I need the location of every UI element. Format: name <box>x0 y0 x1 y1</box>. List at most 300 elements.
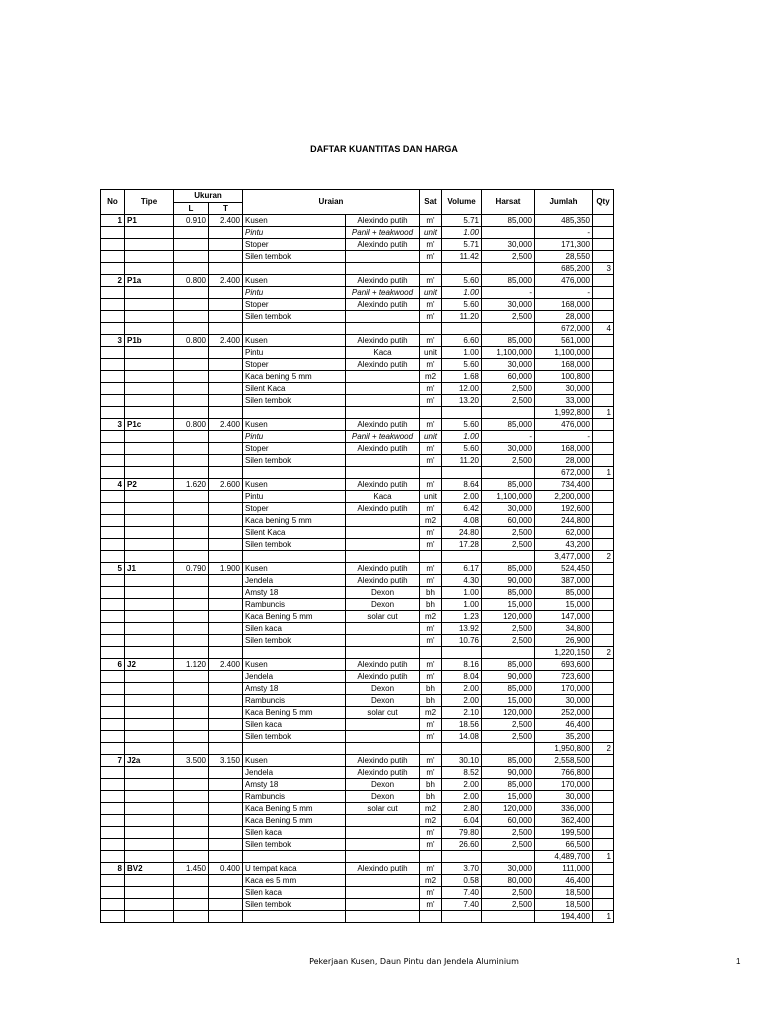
table-row <box>101 599 614 611</box>
line-amount: 30,000 <box>535 383 593 395</box>
table-row <box>101 623 614 635</box>
empty-cell <box>174 455 209 467</box>
empty-cell <box>209 551 243 563</box>
item-length: 1.120 <box>174 659 209 671</box>
empty-cell <box>243 323 346 335</box>
line-spec <box>346 899 420 911</box>
empty-cell <box>209 587 243 599</box>
empty-cell <box>209 707 243 719</box>
line-unit: m' <box>420 311 442 323</box>
empty-cell <box>209 671 243 683</box>
line-unit-price: 60,000 <box>482 515 535 527</box>
table-row <box>101 431 614 443</box>
empty-cell <box>593 755 614 767</box>
empty-cell <box>174 311 209 323</box>
empty-cell <box>174 227 209 239</box>
line-description: Kusen <box>243 419 346 431</box>
empty-cell <box>125 683 174 695</box>
empty-cell <box>174 779 209 791</box>
empty-cell <box>593 395 614 407</box>
footer-text: Pekerjaan Kusen, Daun Pintu dan Jendela Aluminium <box>309 957 519 966</box>
empty-cell <box>101 299 125 311</box>
line-amount: 85,000 <box>535 587 593 599</box>
empty-cell <box>125 287 174 299</box>
empty-cell <box>101 575 125 587</box>
empty-cell <box>101 551 125 563</box>
empty-cell <box>174 899 209 911</box>
line-description: Stoper <box>243 443 346 455</box>
line-unit: m' <box>420 443 442 455</box>
line-description: Silen tembok <box>243 251 346 263</box>
line-description: Silen kaca <box>243 623 346 635</box>
line-spec: Alexindo putih <box>346 479 420 491</box>
item-qty: 1 <box>593 407 614 419</box>
line-amount: 336,000 <box>535 803 593 815</box>
line-volume: 2.80 <box>442 803 482 815</box>
line-unit: m' <box>420 503 442 515</box>
empty-cell <box>593 491 614 503</box>
line-unit: m' <box>420 419 442 431</box>
empty-cell <box>346 647 420 659</box>
line-unit: m' <box>420 719 442 731</box>
line-volume: 1.00 <box>442 431 482 443</box>
item-no: 5 <box>101 563 125 575</box>
empty-cell <box>593 623 614 635</box>
line-spec: Alexindo putih <box>346 299 420 311</box>
empty-cell <box>482 263 535 275</box>
empty-cell <box>482 851 535 863</box>
table-row <box>101 215 614 227</box>
line-spec: Dexon <box>346 599 420 611</box>
empty-cell <box>593 275 614 287</box>
empty-cell <box>209 323 243 335</box>
line-volume: 1.00 <box>442 347 482 359</box>
line-description: Silen tembok <box>243 899 346 911</box>
line-description: Kaca bening 5 mm <box>243 371 346 383</box>
line-amount: 111,000 <box>535 863 593 875</box>
line-spec <box>346 623 420 635</box>
item-length: 0.910 <box>174 215 209 227</box>
empty-cell <box>209 875 243 887</box>
empty-cell <box>593 875 614 887</box>
empty-cell <box>125 431 174 443</box>
line-unit-price: 60,000 <box>482 815 535 827</box>
empty-cell <box>243 467 346 479</box>
empty-cell <box>346 743 420 755</box>
line-description: Stoper <box>243 299 346 311</box>
empty-cell <box>174 719 209 731</box>
empty-cell <box>209 599 243 611</box>
empty-cell <box>482 407 535 419</box>
line-spec: Kaca <box>346 491 420 503</box>
empty-cell <box>174 323 209 335</box>
line-volume: 6.42 <box>442 503 482 515</box>
item-length: 1.450 <box>174 863 209 875</box>
line-spec <box>346 887 420 899</box>
line-description: Silen tembok <box>243 539 346 551</box>
line-description: Stoper <box>243 503 346 515</box>
empty-cell <box>593 611 614 623</box>
table-row <box>101 311 614 323</box>
empty-cell <box>209 383 243 395</box>
line-unit: m2 <box>420 803 442 815</box>
line-description: Pintu <box>243 227 346 239</box>
subtotal-row <box>101 911 614 923</box>
empty-cell <box>125 719 174 731</box>
line-spec: Panil + teakwood <box>346 287 420 299</box>
empty-cell <box>101 707 125 719</box>
table-row <box>101 527 614 539</box>
line-volume: 26.60 <box>442 839 482 851</box>
line-volume: 1.00 <box>442 227 482 239</box>
line-volume: 1.00 <box>442 599 482 611</box>
line-volume: 14.08 <box>442 731 482 743</box>
line-volume: 24.80 <box>442 527 482 539</box>
empty-cell <box>174 443 209 455</box>
line-unit: m' <box>420 359 442 371</box>
line-unit-price: 90,000 <box>482 767 535 779</box>
line-unit-price: 85,000 <box>482 563 535 575</box>
empty-cell <box>593 659 614 671</box>
line-unit: m' <box>420 755 442 767</box>
empty-cell <box>174 671 209 683</box>
empty-cell <box>125 707 174 719</box>
item-subtotal: 3,477,000 <box>535 551 593 563</box>
line-description: Rambuncis <box>243 695 346 707</box>
line-description: Jendela <box>243 671 346 683</box>
empty-cell <box>125 611 174 623</box>
line-description: Stoper <box>243 239 346 251</box>
line-unit-price: 2,500 <box>482 899 535 911</box>
empty-cell <box>125 791 174 803</box>
line-unit-price: 2,500 <box>482 395 535 407</box>
line-unit: m2 <box>420 371 442 383</box>
line-amount: 66,500 <box>535 839 593 851</box>
line-unit: bh <box>420 599 442 611</box>
empty-cell <box>209 227 243 239</box>
table-row <box>101 671 614 683</box>
empty-cell <box>593 215 614 227</box>
line-spec: Alexindo putih <box>346 419 420 431</box>
item-height: 2.400 <box>209 335 243 347</box>
empty-cell <box>125 539 174 551</box>
empty-cell <box>101 719 125 731</box>
empty-cell <box>125 455 174 467</box>
line-unit-price: 1,100,000 <box>482 347 535 359</box>
empty-cell <box>174 695 209 707</box>
line-unit-price: 85,000 <box>482 335 535 347</box>
empty-cell <box>174 251 209 263</box>
line-volume: 1.00 <box>442 587 482 599</box>
empty-cell <box>346 911 420 923</box>
line-description: Silen kaca <box>243 887 346 899</box>
table-row <box>101 779 614 791</box>
table-header <box>101 190 614 215</box>
item-qty: 4 <box>593 323 614 335</box>
line-unit-price: 30,000 <box>482 443 535 455</box>
subtotal-row <box>101 467 614 479</box>
line-spec: Panil + teakwood <box>346 227 420 239</box>
line-unit-price: 85,000 <box>482 755 535 767</box>
line-spec <box>346 731 420 743</box>
line-unit: m2 <box>420 515 442 527</box>
empty-cell <box>101 311 125 323</box>
empty-cell <box>125 395 174 407</box>
empty-cell <box>125 503 174 515</box>
header-sat: Sat <box>420 190 442 215</box>
line-volume: 1.68 <box>442 371 482 383</box>
line-volume: 2.00 <box>442 779 482 791</box>
empty-cell <box>593 635 614 647</box>
empty-cell <box>209 359 243 371</box>
empty-cell <box>593 899 614 911</box>
empty-cell <box>209 491 243 503</box>
empty-cell <box>442 407 482 419</box>
line-unit: m' <box>420 275 442 287</box>
empty-cell <box>209 299 243 311</box>
empty-cell <box>101 587 125 599</box>
table-row <box>101 443 614 455</box>
empty-cell <box>209 515 243 527</box>
empty-cell <box>209 251 243 263</box>
line-unit: m' <box>420 299 442 311</box>
header-no: No <box>101 190 125 215</box>
empty-cell <box>593 503 614 515</box>
item-height: 0.400 <box>209 863 243 875</box>
line-spec <box>346 515 420 527</box>
empty-cell <box>420 851 442 863</box>
line-unit: m' <box>420 731 442 743</box>
empty-cell <box>101 455 125 467</box>
empty-cell <box>482 743 535 755</box>
empty-cell <box>125 323 174 335</box>
item-no: 3 <box>101 335 125 347</box>
table-row <box>101 839 614 851</box>
line-unit: m2 <box>420 707 442 719</box>
empty-cell <box>174 539 209 551</box>
line-unit-price: 85,000 <box>482 419 535 431</box>
table-row <box>101 503 614 515</box>
empty-cell <box>209 827 243 839</box>
line-description: Silen tembok <box>243 839 346 851</box>
line-spec: Alexindo putih <box>346 239 420 251</box>
empty-cell <box>209 239 243 251</box>
line-description: Rambuncis <box>243 599 346 611</box>
line-unit-price: 120,000 <box>482 611 535 623</box>
line-volume: 8.64 <box>442 479 482 491</box>
line-unit: m' <box>420 563 442 575</box>
empty-cell <box>125 239 174 251</box>
empty-cell <box>209 683 243 695</box>
line-amount: 476,000 <box>535 419 593 431</box>
line-spec <box>346 815 420 827</box>
table-row <box>101 659 614 671</box>
line-spec <box>346 311 420 323</box>
empty-cell <box>101 383 125 395</box>
empty-cell <box>209 911 243 923</box>
line-description: Kaca bening 5 mm <box>243 515 346 527</box>
line-volume: 7.40 <box>442 887 482 899</box>
line-volume: 2.00 <box>442 695 482 707</box>
empty-cell <box>209 779 243 791</box>
line-amount: 30,000 <box>535 791 593 803</box>
table-row <box>101 419 614 431</box>
empty-cell <box>593 515 614 527</box>
line-unit-price: 2,500 <box>482 827 535 839</box>
empty-cell <box>442 851 482 863</box>
line-description: Kaca Bening 5 mm <box>243 803 346 815</box>
empty-cell <box>125 599 174 611</box>
line-volume: 1.00 <box>442 287 482 299</box>
line-amount: 100,800 <box>535 371 593 383</box>
line-unit: m' <box>420 479 442 491</box>
line-amount: 693,600 <box>535 659 593 671</box>
empty-cell <box>125 887 174 899</box>
empty-cell <box>101 803 125 815</box>
line-spec <box>346 371 420 383</box>
empty-cell <box>174 347 209 359</box>
line-description: Kaca Bening 5 mm <box>243 815 346 827</box>
line-spec <box>346 719 420 731</box>
quantity-price-table <box>100 189 614 923</box>
item-height: 2.400 <box>209 419 243 431</box>
empty-cell <box>593 839 614 851</box>
line-description: Jendela <box>243 575 346 587</box>
line-unit-price: 2,500 <box>482 383 535 395</box>
empty-cell <box>593 479 614 491</box>
header-qty: Qty <box>593 190 614 215</box>
line-volume: 11.20 <box>442 311 482 323</box>
table-row <box>101 887 614 899</box>
line-unit-price: 15,000 <box>482 599 535 611</box>
line-amount: 46,400 <box>535 875 593 887</box>
line-spec <box>346 635 420 647</box>
line-amount: 476,000 <box>535 275 593 287</box>
empty-cell <box>101 323 125 335</box>
empty-cell <box>125 467 174 479</box>
empty-cell <box>101 467 125 479</box>
line-description: Silen kaca <box>243 827 346 839</box>
header-uraian: Uraian <box>243 190 420 215</box>
empty-cell <box>101 515 125 527</box>
line-unit: m' <box>420 239 442 251</box>
table-body <box>101 215 614 923</box>
item-no: 2 <box>101 275 125 287</box>
line-amount: 168,000 <box>535 359 593 371</box>
empty-cell <box>174 263 209 275</box>
line-volume: 3.70 <box>442 863 482 875</box>
empty-cell <box>125 491 174 503</box>
empty-cell <box>243 647 346 659</box>
line-unit-price: 2,500 <box>482 623 535 635</box>
empty-cell <box>174 575 209 587</box>
empty-cell <box>593 695 614 707</box>
empty-cell <box>125 851 174 863</box>
table-row <box>101 479 614 491</box>
empty-cell <box>174 815 209 827</box>
item-tipe: P1c <box>125 419 174 431</box>
empty-cell <box>593 887 614 899</box>
empty-cell <box>420 323 442 335</box>
line-unit: unit <box>420 431 442 443</box>
line-spec: Panil + teakwood <box>346 431 420 443</box>
line-unit: m' <box>420 527 442 539</box>
empty-cell <box>101 791 125 803</box>
line-unit: m' <box>420 455 442 467</box>
empty-cell <box>125 251 174 263</box>
empty-cell <box>209 611 243 623</box>
line-unit: unit <box>420 287 442 299</box>
empty-cell <box>101 263 125 275</box>
line-amount: 62,000 <box>535 527 593 539</box>
line-description: Kusen <box>243 659 346 671</box>
line-unit-price: 2,500 <box>482 311 535 323</box>
line-volume: 13.92 <box>442 623 482 635</box>
line-spec <box>346 251 420 263</box>
empty-cell <box>346 407 420 419</box>
line-unit-price: 2,500 <box>482 635 535 647</box>
empty-cell <box>593 779 614 791</box>
line-amount: 362,400 <box>535 815 593 827</box>
document-title: DAFTAR KUANTITAS DAN HARGA <box>310 144 458 154</box>
item-tipe: J2a <box>125 755 174 767</box>
table-row <box>101 755 614 767</box>
line-description: Kusen <box>243 215 346 227</box>
line-unit: bh <box>420 683 442 695</box>
empty-cell <box>593 431 614 443</box>
line-spec <box>346 527 420 539</box>
item-subtotal: 672,000 <box>535 467 593 479</box>
item-subtotal: 1,992,800 <box>535 407 593 419</box>
line-volume: 8.52 <box>442 767 482 779</box>
empty-cell <box>593 455 614 467</box>
item-subtotal: 1,950,800 <box>535 743 593 755</box>
empty-cell <box>125 731 174 743</box>
line-volume: 5.60 <box>442 419 482 431</box>
empty-cell <box>209 575 243 587</box>
line-amount: 15,000 <box>535 599 593 611</box>
line-amount: 28,000 <box>535 311 593 323</box>
empty-cell <box>101 875 125 887</box>
line-amount: 561,000 <box>535 335 593 347</box>
line-unit-price: 80,000 <box>482 875 535 887</box>
line-description: Pintu <box>243 347 346 359</box>
line-description: Kusen <box>243 275 346 287</box>
empty-cell <box>125 551 174 563</box>
empty-cell <box>125 515 174 527</box>
line-unit-price: 90,000 <box>482 671 535 683</box>
line-amount: 170,000 <box>535 779 593 791</box>
empty-cell <box>593 827 614 839</box>
empty-cell <box>174 395 209 407</box>
empty-cell <box>101 851 125 863</box>
empty-cell <box>209 743 243 755</box>
line-unit: unit <box>420 227 442 239</box>
line-description: Pintu <box>243 491 346 503</box>
item-tipe: P2 <box>125 479 174 491</box>
line-spec: Alexindo putih <box>346 335 420 347</box>
empty-cell <box>209 287 243 299</box>
table-row <box>101 335 614 347</box>
table-row <box>101 515 614 527</box>
empty-cell <box>243 743 346 755</box>
empty-cell <box>125 263 174 275</box>
empty-cell <box>101 743 125 755</box>
empty-cell <box>174 527 209 539</box>
empty-cell <box>174 611 209 623</box>
line-amount: 26,900 <box>535 635 593 647</box>
empty-cell <box>174 287 209 299</box>
